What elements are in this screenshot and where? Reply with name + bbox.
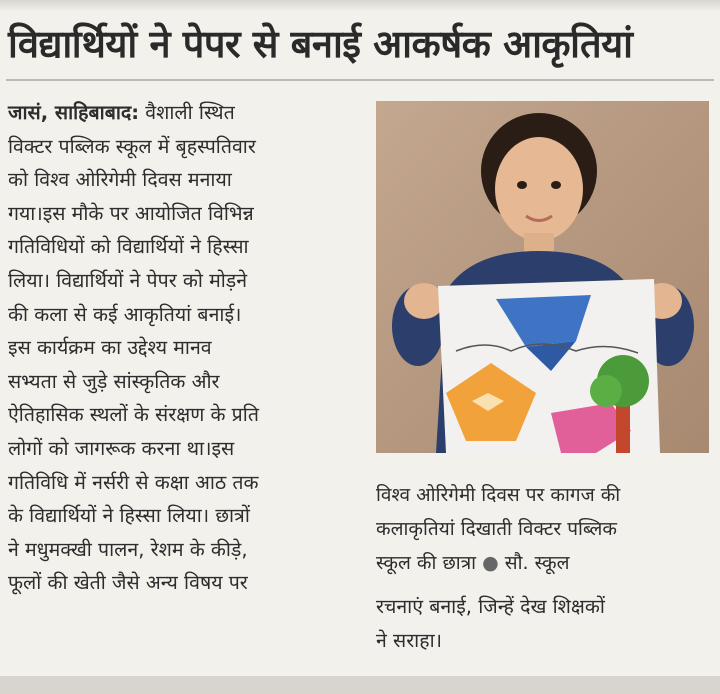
bullet-dot-icon: ● xyxy=(482,552,499,574)
body-line: फूलों की खेती जैसे अन्य विषय पर xyxy=(8,571,248,595)
body-line: ने मधुमक्खी पालन, रेशम के कीड़े, xyxy=(8,537,248,561)
body-line: को विश्व ओरिगेमी दिवस मनाया xyxy=(8,168,232,192)
clipping-top-edge xyxy=(0,0,720,10)
body-line: लिया। विद्यार्थियों ने पेपर को मोड़ने xyxy=(8,268,248,292)
caption-line-3: स्कूल की छात्रा ● सौ. स्कूल xyxy=(376,552,570,574)
article-photo xyxy=(376,101,709,453)
girl-holding-origami-artwork-photo xyxy=(376,101,709,453)
body-line: सभ्यता से जुड़े सांस्कृतिक और xyxy=(8,369,220,393)
article-headline: विद्यार्थियों ने पेपर से बनाई आकर्षक आकृतियां xyxy=(8,22,633,66)
body-line: विक्टर पब्लिक स्कूल में बृहस्पतिवार xyxy=(8,134,256,158)
headline-divider xyxy=(6,79,714,81)
body-line: की कला से कई आकृतियां बनाई। xyxy=(8,302,242,326)
dateline: जासं, साहिबाबाद: xyxy=(8,101,140,124)
body-line: के विद्यार्थियों ने हिस्सा लिया। छात्रों xyxy=(8,504,250,528)
photo-caption xyxy=(376,478,712,580)
clipping-bottom-edge xyxy=(0,676,720,694)
body-line: इस कार्यक्रम का उद्देश्य मानव xyxy=(8,336,212,360)
body-line: ने सराहा। xyxy=(376,629,443,652)
body-line: गया।इस मौके पर आयोजित विभिन्न xyxy=(8,201,254,225)
article-body xyxy=(8,96,366,600)
body-line: लोगों को जागरूक करना था।इस xyxy=(8,436,235,460)
caption-line: विश्व ओरिगेमी दिवस पर कागज की xyxy=(376,484,621,506)
caption-line: कलाकृतियां दिखाती विक्टर पब्लिक xyxy=(376,518,617,540)
body-line: गतिविधि में नर्सरी से कक्षा आठ तक xyxy=(8,470,259,494)
body-line: रचनाएं बनाई, जिन्हें देख शिक्षकों xyxy=(376,595,605,618)
photo-credit: सौ. स्कूल xyxy=(504,552,570,574)
body-line-1: जासं, साहिबाबाद: वैशाली स्थित xyxy=(8,101,235,124)
article-body-continued xyxy=(376,590,712,658)
body-line: गतिविधियों को विद्यार्थियों ने हिस्सा xyxy=(8,235,249,259)
body-line: ऐतिहासिक स्थलों के संरक्षण के प्रति xyxy=(8,403,259,427)
